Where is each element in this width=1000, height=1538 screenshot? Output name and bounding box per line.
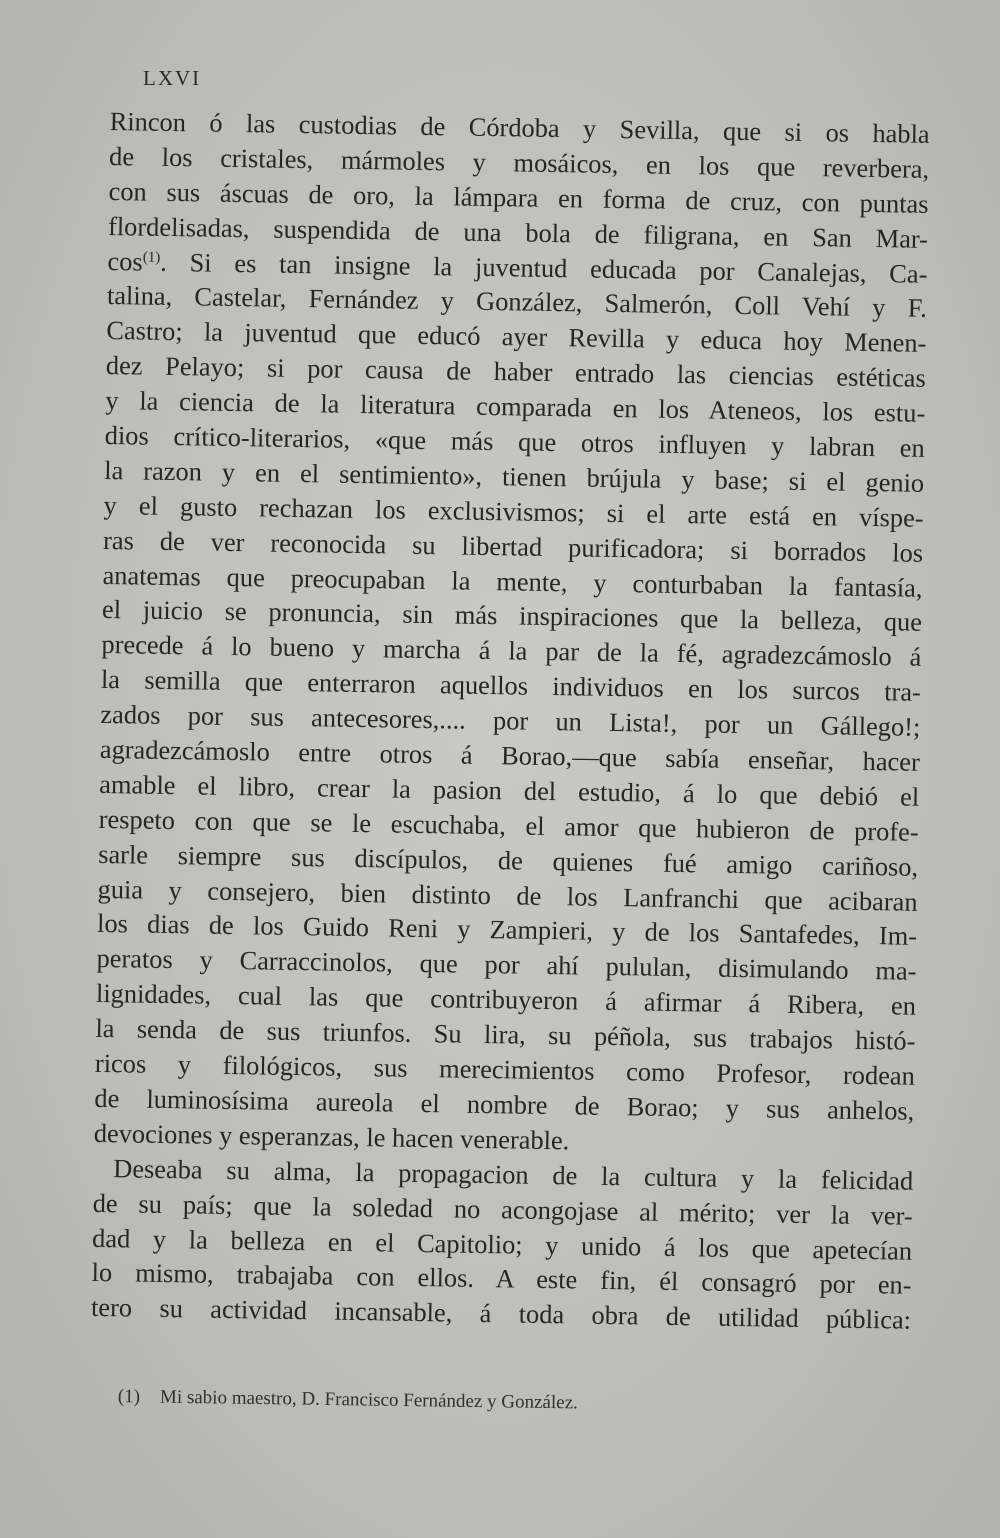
- text-line: respeto con que se le escuchaba, el amor que hubieron de profe-: [98, 803, 919, 847]
- text-line: flordelisadas, suspendida de una bola de filigrana, en San Mar-: [107, 210, 929, 254]
- text-line: zados por sus antecesores,.... por un Lista!, por un Gállego!;: [100, 699, 921, 742]
- footnote-marker: (1): [117, 1386, 141, 1408]
- text-line: peratos y Carraccinolos, que por ahí pululan, disimulando ma-: [96, 943, 917, 987]
- text-line: dad y la belleza en el Capitolio; y unido á los que apetecían: [91, 1222, 913, 1266]
- text-line: agradezcámoslo entre otros á Borao,—que sabía enseñar, hacer: [99, 733, 921, 777]
- text-line: de los cristales, mármoles y mosáicos, en los que reverbera,: [108, 140, 930, 184]
- text-line: el juicio se pronuncia, sin más inspiraciones que la belleza, que: [101, 594, 923, 638]
- text-line-paragraph-end: devociones y esperanzas, le hacen venerable.: [93, 1117, 570, 1156]
- text-line: Castro; la juventud que educó ayer Revilla y educa hoy Menen-: [106, 315, 927, 359]
- text-fragment: Si es tan insigne la juventud educada por Canalejas, Ca-: [189, 246, 928, 289]
- text-line: Rincon ó las custodias de Córdoba y Sevilla, que si os habla: [109, 105, 930, 149]
- footnote-reference: (1): [142, 249, 161, 266]
- text-line: los dias de los Guido Reni y Zampieri, y de los Santafedes, Im-: [96, 908, 918, 952]
- text-line: anatemas que preocupaban la mente, y conturbaban la fantasía,: [102, 559, 923, 603]
- text-line: sarle siempre sus discípulos, de quienes fué amigo cariñoso,: [97, 838, 919, 882]
- text-line: dios crítico-literarios, «que más que otros influyen y labran en: [104, 419, 925, 463]
- text-line: lo mismo, trabajaba con ellos. A este fin, él consagró por en-: [91, 1257, 912, 1301]
- text-line: con sus áscuas de oro, la lámpara en forma de cruz, con puntas: [108, 175, 929, 219]
- text-line: de su país; que la soledad no acongojase al mérito; ver la ver-: [92, 1187, 913, 1231]
- text-line: precede á lo bueno y marcha á la par de la fé, agradezcámoslo á: [101, 629, 922, 673]
- text-line: ras de ver reconocida su libertad purificadora; si borrados los: [102, 524, 924, 568]
- text-line-paragraph-start: Deseaba su alma, la propagacion de la cultura y la felicidad: [113, 1152, 914, 1196]
- text-line: ricos y filológicos, sus merecimientos como Profesor, rodean: [94, 1047, 916, 1091]
- footnote: [118, 1386, 578, 1414]
- text-line: amable el libro, crear la pasion del estudio, á lo que debió el: [99, 768, 920, 812]
- text-line: tero su actividad incansable, á toda obra de utilidad pública:: [90, 1292, 912, 1336]
- page-number: LXVI: [143, 66, 202, 90]
- text-line: la razon y en el sentimiento», tienen brújula y base; si el genio: [104, 454, 925, 498]
- text-line: guia y consejero, bien distinto de los Lanfranchi que acibaran: [97, 873, 918, 917]
- text-fragment: cos: [107, 245, 143, 277]
- text-line: dez Pelayo; si por causa de haber entrado las ciencias estéticas: [105, 350, 927, 394]
- text-line: la semilla que enterraron aquellos individuos en los surcos tra-: [100, 664, 922, 708]
- text-line: y la ciencia de la literatura comparada en los Ateneos, los estu-: [105, 385, 926, 428]
- text-line: y el gusto rechazan los exclusivismos; si el arte está en víspe-: [103, 489, 924, 533]
- text-line: de luminosísima aureola el nombre de Borao; y sus anhelos,: [94, 1082, 915, 1126]
- body-text: [91, 104, 930, 1338]
- text-line: talina, Castelar, Fernández y González, Salmerón, Coll Vehí y F.: [106, 280, 928, 324]
- footnote-text: Mi sabio maestro, D. Francisco Fernández y González.: [159, 1386, 578, 1414]
- text-line: la senda de sus triunfos. Su lira, su péñola, sus trabajos histó-: [95, 1013, 916, 1056]
- text-line-with-footnote-ref: cos$^{(1)}$. Si es tan insigne la juventud educada por Canalejas, Ca-: [107, 245, 928, 289]
- text-line: lignidades, cual las que contribuyeron á afirmar á Ribera, en: [95, 978, 917, 1022]
